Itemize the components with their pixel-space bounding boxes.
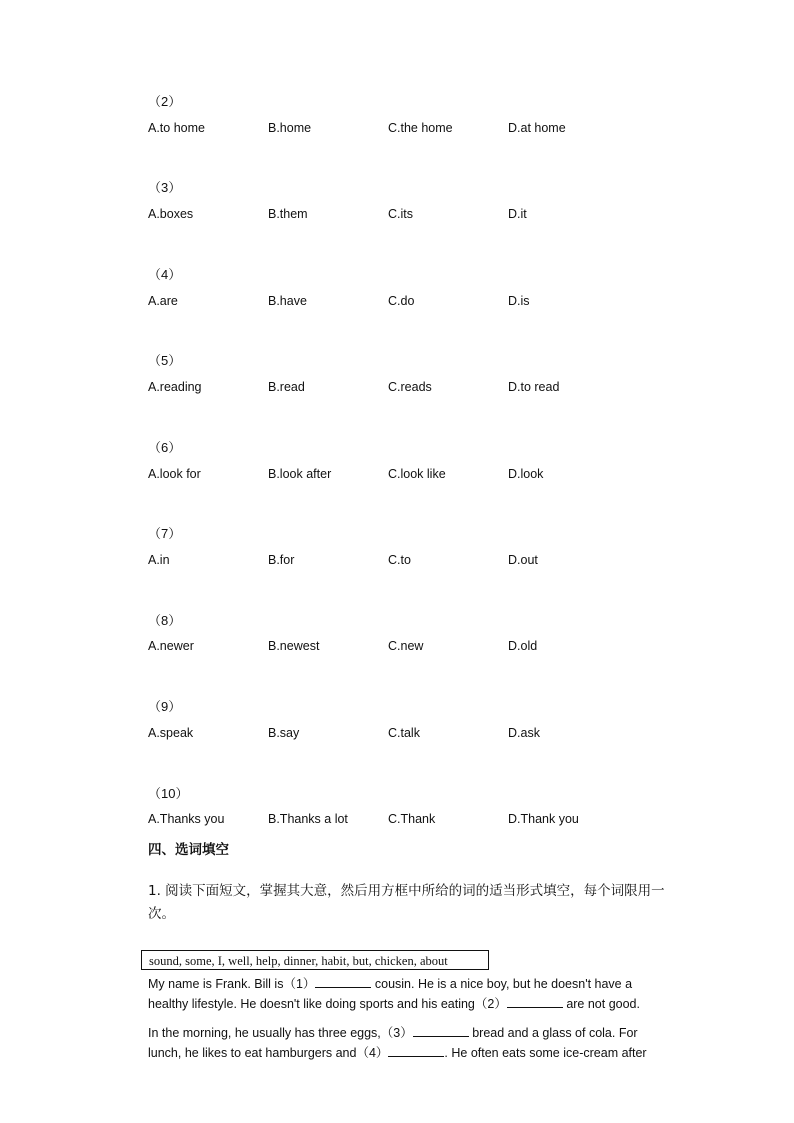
option-c: C.its xyxy=(388,207,413,221)
option-a: A.to home xyxy=(148,121,205,135)
option-d: D.is xyxy=(508,294,530,308)
question-number: （10） xyxy=(148,786,189,801)
option-a: A.boxes xyxy=(148,207,194,221)
passage-paragraph-2 xyxy=(148,1023,678,1063)
option-d: D.out xyxy=(508,553,538,567)
option-b: B.them xyxy=(268,207,308,221)
question-number: （9） xyxy=(148,699,182,714)
passage-line: lunch, he likes to eat hamburgers and（4） . He often eats some ice-cream after xyxy=(148,1046,647,1060)
option-c: C.the home xyxy=(388,121,453,135)
question-number: （5） xyxy=(148,353,182,368)
blank-4[interactable] xyxy=(388,1044,444,1057)
option-c: C.to xyxy=(388,553,411,567)
section-title: 四、选词填空 xyxy=(148,842,229,858)
option-b: B.have xyxy=(268,294,307,308)
passage-paragraph-1 xyxy=(148,974,678,1014)
option-c: C.talk xyxy=(388,726,420,740)
blank-3[interactable] xyxy=(413,1024,469,1037)
blank-2[interactable] xyxy=(507,995,563,1008)
option-c: C.reads xyxy=(388,380,432,394)
passage-line: healthy lifestyle. He doesn't like doing sports and his eating（2） are not good. xyxy=(148,997,640,1011)
option-c: C.Thank xyxy=(388,812,436,826)
option-c: C.new xyxy=(388,639,424,653)
option-c: C.look like xyxy=(388,467,446,481)
option-a: A.in xyxy=(148,553,170,567)
passage-line: In the morning, he usually has three eggs,（3） bread and a glass of cola. For xyxy=(148,1026,638,1040)
option-b: B.look after xyxy=(268,467,332,481)
option-b: B.newest xyxy=(268,639,320,653)
option-d: D.it xyxy=(508,207,527,221)
option-d: D.to read xyxy=(508,380,560,394)
option-c: C.do xyxy=(388,294,415,308)
option-a: A.are xyxy=(148,294,178,308)
question-number: （8） xyxy=(148,613,182,628)
option-d: D.look xyxy=(508,467,544,481)
option-d: D.old xyxy=(508,639,538,653)
option-b: B.home xyxy=(268,121,312,135)
option-d: D.Thank you xyxy=(508,812,579,826)
option-d: D.at home xyxy=(508,121,566,135)
option-a: A.look for xyxy=(148,467,201,481)
option-b: B.read xyxy=(268,380,305,394)
option-a: A.Thanks you xyxy=(148,812,225,826)
option-a: A.reading xyxy=(148,380,202,394)
question-number: （6） xyxy=(148,440,182,455)
passage-line: My name is Frank. Bill is（1） cousin. He is a nice boy, but he doesn't have a xyxy=(148,977,633,991)
question-number: （7） xyxy=(148,526,182,541)
option-b: B.for xyxy=(268,553,295,567)
question-number: （3） xyxy=(148,180,182,195)
option-a: A.newer xyxy=(148,639,194,653)
question-number: （4） xyxy=(148,267,182,282)
option-a: A.speak xyxy=(148,726,194,740)
option-d: D.ask xyxy=(508,726,540,740)
word-bank-box: sound, some, I, well, help, dinner, habit, but, chicken, about xyxy=(141,950,489,970)
option-b: B.say xyxy=(268,726,300,740)
question-number: （2） xyxy=(148,94,182,109)
section-instruction: 1. 阅读下面短文，掌握其大意，然后用方框中所给的词的适当形式填空，每个词限用一次。 xyxy=(148,883,665,922)
option-b: B.Thanks a lot xyxy=(268,812,348,826)
blank-1[interactable] xyxy=(315,975,371,988)
